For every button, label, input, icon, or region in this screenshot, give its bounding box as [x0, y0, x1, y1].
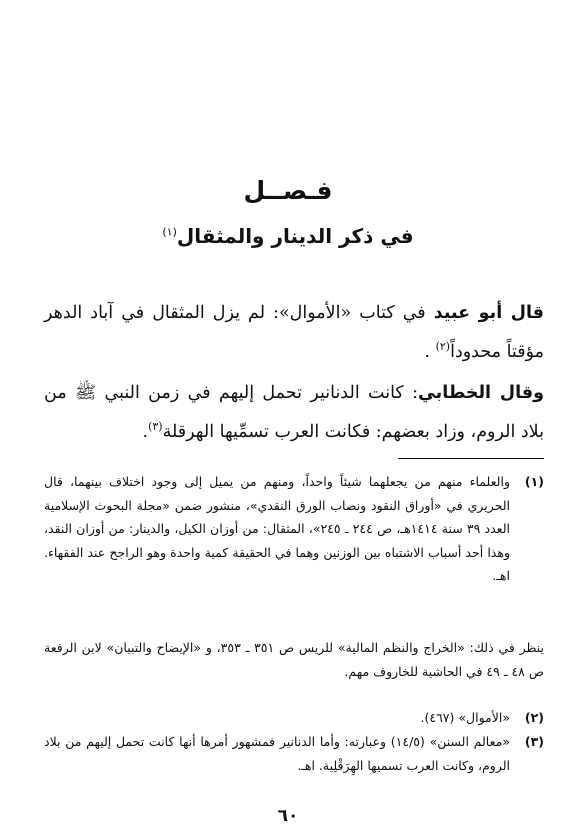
- footnote-number: (١): [524, 474, 544, 489]
- subtitle-text: في ذكر الدينار والمثقال: [176, 224, 414, 248]
- footnote-text: ينظر في ذلك: «الخراج والنظم المالية» للريس ص ٣٥١ ـ ٣٥٣، و «الإيضاح والتبيان» لابن الرفعة ص ٤٨ ـ ٤٩ في الحاشية للخاروف مهم.: [44, 640, 545, 679]
- footnote-text: والعلماء منهم من يجعلهما شيئاً واحداً، ومنهم من يميل إلى وجود اختلاف بينهما، قال الحريري في «أوراق النقود ونصاب الورق النقدي»، منشور ضمن «مجلة البحوث الإسلامية العدد ٣٩ سنة ١٤١٤هـ، ص ٢٤٤ ـ ٢٤٥»، المثقال: من أوزان الكيل، والدينار: من أوزان النقد، وهذا أحد أسباب الاشتباه بين الوزنين وهما في الحقيقة كمية واحدة وهو الراجح عند الفقهاء. اهـ.: [44, 474, 510, 583]
- speaker-name: وقال الخطابي: [417, 383, 544, 403]
- footnote-separator: [398, 458, 544, 459]
- page-number: ٦٠: [277, 806, 299, 826]
- paragraph-tail: .: [424, 341, 436, 362]
- speaker-name: قال أبو عبيد: [433, 303, 544, 323]
- footnote-1: [44, 470, 544, 588]
- section-title: فـصــل: [243, 176, 333, 205]
- footnote-number: (٣): [524, 734, 544, 749]
- section-subtitle: [0, 224, 576, 248]
- paragraph-khattabi: [44, 376, 544, 449]
- subtitle-footnote-ref: (١): [162, 225, 177, 239]
- footnote-text: «معالم السنن» (١٤/٥) وعبارته: وأما الدنانير فمشهور أمرها أنها كانت تحمل إليهم من بلاد الروم، وكانت العرب تسميها الهِرَقْلِية. اهـ.: [44, 734, 510, 773]
- footnote-ref: (٢): [435, 340, 451, 353]
- footnote-number: (٢): [524, 710, 544, 725]
- footnote-1-continued: [44, 636, 544, 683]
- footnote-3: [44, 730, 544, 777]
- paragraph-tail: .: [142, 421, 149, 442]
- footnote-2: [44, 706, 544, 730]
- paragraph-abu-ubaid: [44, 296, 544, 369]
- footnote-text: «الأموال» (٤٦٧).: [420, 710, 510, 725]
- paragraph-text: : كانت الدنانير تحمل إليهم في زمن النبي ﷺ من بلاد الروم، وزاد بعضهم: فكانت العرب تسمِّيها الهرقلة: [44, 383, 544, 442]
- paragraph-text: في كتاب «الأموال»: لم يزل المثقال في آباد الدهر مؤقتاً محدوداً: [44, 303, 544, 362]
- footnote-ref: (٣): [148, 420, 163, 433]
